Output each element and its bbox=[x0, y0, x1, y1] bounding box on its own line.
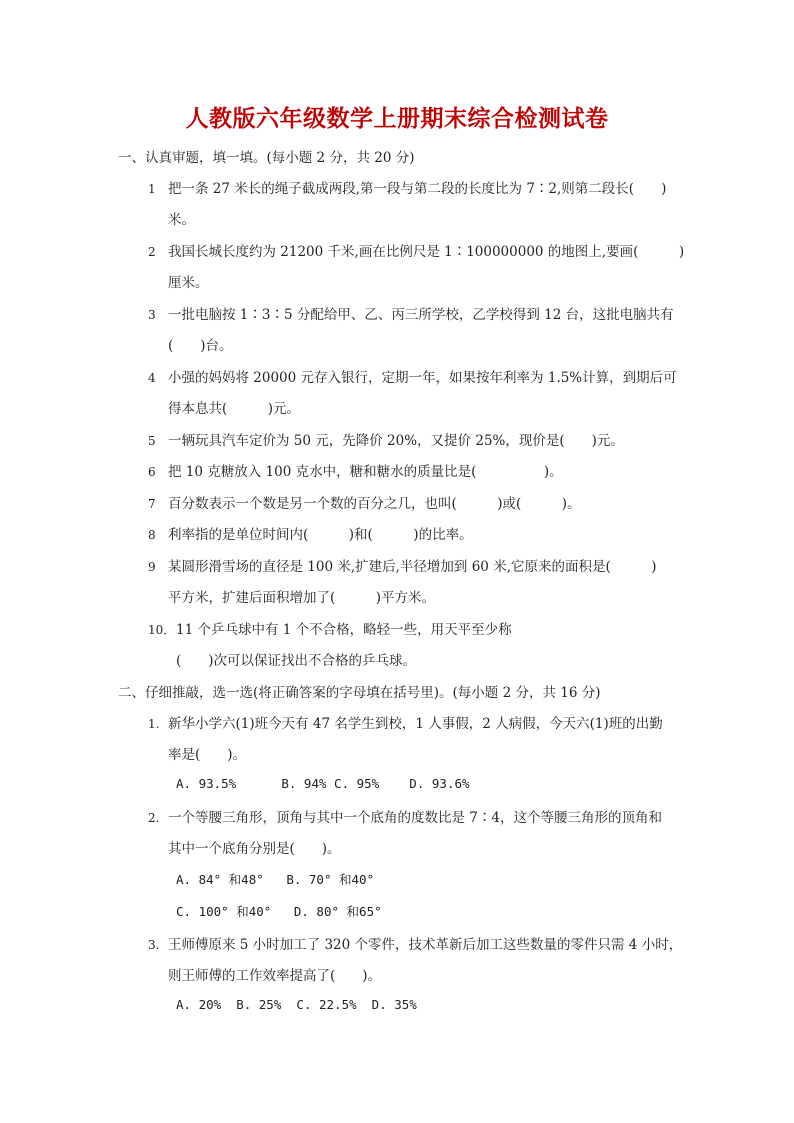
question-text: 一个等腰三角形，顶角与其中一个底角的度数比是 7∶4，这个等腰三角形的顶角和 bbox=[168, 810, 662, 826]
s1-question-2-cont: 厘米。 bbox=[168, 275, 209, 291]
s2-question-1-options: A. 93.5% B. 94% C. 95% D. 93.6% bbox=[176, 776, 470, 791]
question-text: 11 个乒乓球中有 1 个不合格，略轻一些，用天平至少称 bbox=[176, 622, 512, 638]
question-number: 7 bbox=[148, 497, 156, 511]
s2-question-2-cont: 其中一个底角分别是( )。 bbox=[168, 841, 341, 857]
question-number: 5 bbox=[148, 434, 156, 448]
question-text: 我国长城长度约为 21200 千米,画在比例尺是 1∶100000000 的地图上,要画( ) bbox=[168, 244, 685, 260]
section-2-heading: 二、仔细推敲，选一选(将正确答案的字母填在括号里)。(每小题 2 分，共 16 分) bbox=[118, 685, 601, 701]
question-text: 王师傅原来 5 小时加工了 320 个零件，技术革新后加工这些数量的零件只需 4 小时， bbox=[168, 937, 683, 953]
s1-question-9-cont: 平方米，扩建后面积增加了( )平方米。 bbox=[168, 590, 436, 606]
s1-question-1 bbox=[148, 177, 666, 197]
s2-question-2-options-1: A. 84° 和48° B. 70° 和40° bbox=[176, 872, 375, 887]
s1-question-10-cont: ( )次可以保证找出不合格的乒乓球。 bbox=[176, 653, 417, 669]
s2-question-1 bbox=[148, 712, 663, 732]
s2-question-3-options: A. 20% B. 25% C. 22.5% D. 35% bbox=[176, 997, 417, 1012]
question-text: 一辆玩具汽车定价为 50 元，先降价 20%，又提价 25%，现价是( )元。 bbox=[168, 433, 624, 449]
question-number: 9 bbox=[148, 560, 156, 574]
question-number: 3. bbox=[148, 938, 160, 952]
question-text: 把一条 27 米长的绳子截成两段,第一段与第二段的长度比为 7∶2,则第二段长( ) bbox=[168, 181, 667, 197]
s2-question-3-cont: 则王师傅的工作效率提高了( )。 bbox=[168, 968, 382, 984]
s1-question-4-cont: 得本息共( )元。 bbox=[168, 401, 301, 417]
question-text: 利率指的是单位时间内( )和( )的比率。 bbox=[168, 527, 473, 543]
question-text: 某圆形滑雪场的直径是 100 米,扩建后,半径增加到 60 米,它原来的面积是( ) bbox=[168, 559, 657, 575]
page-title: 人教版六年级数学上册期末综合检测试卷 bbox=[185, 106, 609, 132]
section-1-heading: 一、认真审题，填一填。(每小题 2 分，共 20 分) bbox=[118, 150, 415, 166]
question-text: 百分数表示一个数是另一个数的百分之几，也叫( )或( )。 bbox=[168, 496, 581, 512]
s1-question-1-cont: 米。 bbox=[168, 212, 195, 228]
s1-question-8 bbox=[148, 523, 473, 543]
s2-question-2 bbox=[148, 806, 662, 826]
s1-question-4 bbox=[148, 366, 677, 386]
s1-question-5 bbox=[148, 429, 624, 449]
question-text: 小强的妈妈将 20000 元存入银行，定期一年，如果按年利率为 1.5%计算，到期后可 bbox=[168, 370, 677, 386]
question-number: 6 bbox=[148, 465, 156, 479]
question-number: 2. bbox=[148, 811, 160, 825]
question-number: 1 bbox=[148, 182, 156, 196]
question-number: 10． bbox=[148, 623, 176, 637]
question-text: 新华小学六(1)班今天有 47 名学生到校，1 人事假，2 人病假，今天六(1)班的出勤 bbox=[168, 716, 663, 732]
s1-question-6 bbox=[148, 460, 563, 480]
s1-question-7 bbox=[148, 492, 581, 512]
s1-question-3-cont: ( )台。 bbox=[168, 338, 233, 354]
s1-question-9 bbox=[148, 555, 657, 575]
question-number: 2 bbox=[148, 245, 156, 259]
s1-question-2 bbox=[148, 240, 684, 260]
question-text: 把 10 克糖放入 100 克水中，糖和糖水的质量比是( )。 bbox=[168, 464, 563, 480]
s1-question-10 bbox=[148, 618, 512, 638]
s2-question-1-cont: 率是( )。 bbox=[168, 747, 247, 763]
s2-question-3 bbox=[148, 933, 682, 953]
question-number: 4 bbox=[148, 371, 156, 385]
question-text: 一批电脑按 1∶3∶5 分配给甲、乙、丙三所学校，乙学校得到 12 台，这批电脑共有 bbox=[168, 307, 674, 323]
question-number: 8 bbox=[148, 528, 156, 542]
question-number: 1. bbox=[148, 717, 160, 731]
question-number: 3 bbox=[148, 308, 156, 322]
s2-question-2-options-2: C. 100° 和40° D. 80° 和65° bbox=[176, 904, 382, 919]
s1-question-3 bbox=[148, 303, 674, 323]
